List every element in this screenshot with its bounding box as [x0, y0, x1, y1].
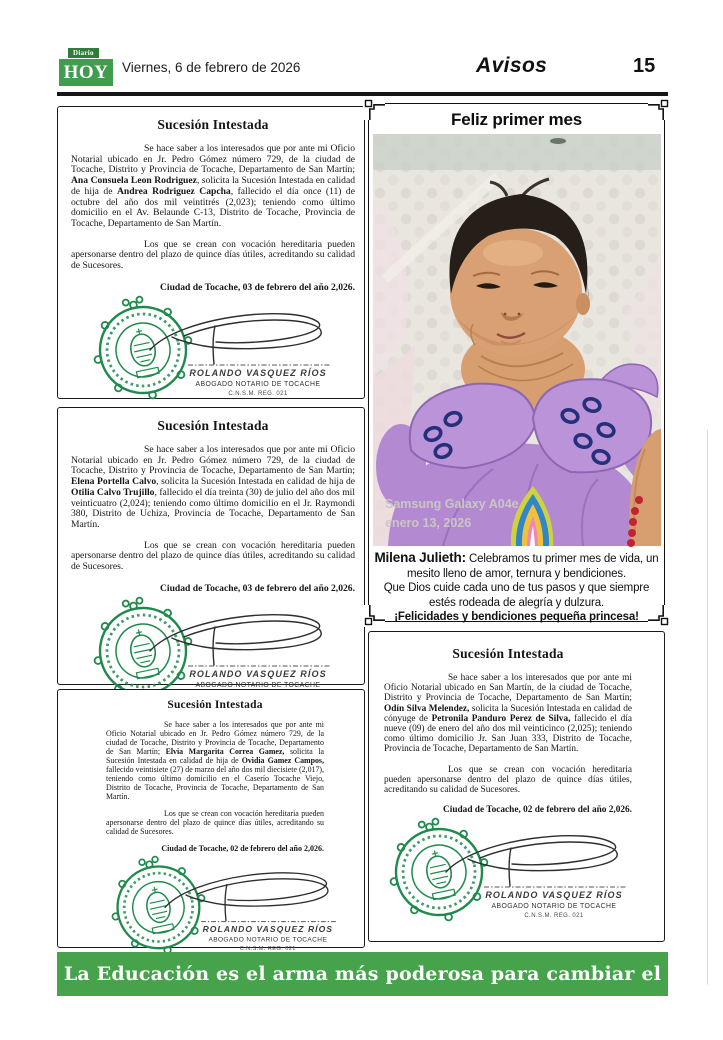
svg-text:ROLANDO VASQUEZ RÍOS: ROLANDO VASQUEZ RÍOS	[202, 924, 334, 935]
caption-message-2: Que Dios cuide cada uno de tus pasos y que siempre estés rodeada de alegría y dulzura.	[383, 582, 650, 609]
caption-message-1: Celebramos tu primer mes de vida, un mesito lleno de amor, ternura y bendiciones.	[406, 553, 659, 580]
baby-name: Milena Julieth:	[374, 550, 466, 565]
notice-title: Sucesión Intestada	[157, 117, 269, 132]
notary-seal-and-signature-icon	[88, 597, 338, 699]
notary-seal-and-signature-icon	[88, 296, 338, 398]
frame-corner-ornament	[363, 605, 385, 627]
legal-notice-4	[368, 631, 665, 942]
header-divider	[57, 92, 668, 96]
caption-line-greeting	[370, 550, 663, 581]
notary-stamp-signature	[71, 597, 355, 704]
edition-date: Viernes, 6 de febrero de 2026	[122, 60, 301, 75]
notice-date-line: Ciudad de Tocache, 03 de febrero del año 2,026.	[160, 582, 355, 594]
frame-corner-ornament	[648, 605, 670, 627]
svg-text:ABOGADO NOTARIO DE TOCACHE: ABOGADO NOTARIO DE TOCACHE	[491, 903, 617, 911]
notice-body: Se hace saber a los interesados que por ante mi Oficio Notarial ubicado en Jr. Pedro Gómez número 729, de la ciudad de Tocache, Distrito y Provincia de Tocache, Departamento de San Martín; Elena Portella Calvo, solicita la Sucesión Intestada en calidad de hija de Otilia Calvo Trujillo, fallecido el día treinta (30) de julio del año dos mil veinticuatro (2,024); teniendo como último domicilio en el Jr. Raymondi 380, Distrito de Uchiza, Provincia de Tocache, Departamento de San Martín. Los que se crean con vocación hereditaria pueden apersonarse dentro del plazo de quince días útiles, acreditando su calidad de Sucesores.	[71, 444, 356, 573]
logo-diario-label: Diario	[68, 48, 99, 58]
svg-text:ROLANDO VASQUEZ RÍOS: ROLANDO VASQUEZ RÍOS	[189, 367, 327, 378]
frame-corner-ornament	[648, 98, 670, 120]
celebration-caption	[369, 546, 664, 624]
baby-photo	[373, 134, 661, 546]
notary-seal-and-signature-icon	[384, 818, 634, 920]
notice-date-line: Ciudad de Tocache, 02 de febrero del año 2,026.	[161, 844, 324, 853]
legal-notice-3	[57, 689, 365, 953]
diario-hoy-logo	[59, 48, 113, 88]
notice-body: Se hace saber a los interesados que por ante mi Oficio Notarial ubicado en San Martín, de la ciudad de Tocache, Distrito y Provincia de Tocache, Departamento de San Martín; Odín Silva Melendez, solicita la Sucesión Intestada en calidad de cónyuge de Petronila Panduro Perez de Silva, fallecido el día nueve (09) de enero del año dos mil veinticinco (2,025); teniendo como último domicilio Jr. San Juan 333, Distrito de Tocache, Provincia de Tocache, Departamento de San Martín. Los que se crean con vocación hereditaria pueden apersonarse dentro del plazo de quince días útiles, acreditando su calidad de Sucesores.	[384, 673, 632, 796]
svg-text:C.N.S.M. REG. 021: C.N.S.M. REG. 021	[524, 913, 584, 920]
notary-seal-and-signature-icon	[106, 856, 344, 953]
legal-notice-1	[57, 106, 365, 399]
notice-body: Se hace saber a los interesados que por ante mi Oficio Notarial ubicado en Jr. Pedro Gómez número 729, de la ciudad de Tocache, Distrito y Provincia de Tocache, Departamento de San Martín; Elvia Margarita Correa Gamez, solicita la Sucesión Intestada en calidad de hija de Ovidia Gamez Campos, fallecido veintisiete (27) de marzo del año dos mil diecisiete (2,017), teniendo como último domicilio en el Caserío Tocache Viejo, Distrito de Tocache, Provincia de Tocache, Departamento de San Martín. Los que se crean con vocación hereditaria pueden apersonarse dentro del plazo de quince días útiles, acreditando su calidad de Sucesores.	[106, 720, 324, 836]
section-title: Avisos	[476, 54, 548, 77]
svg-text:C.N.S.M. REG. 021: C.N.S.M. REG. 021	[228, 390, 288, 397]
caption-message-3: ¡Felicidades y bendiciones pequeña princesa!	[394, 611, 639, 623]
page-number: 15	[633, 55, 656, 77]
logo-hoy-label: HOY	[59, 59, 113, 86]
notice-date-line: Ciudad de Tocache, 02 de febrero del año 2,026.	[443, 805, 632, 816]
celebration-box	[368, 103, 665, 622]
svg-text:ROLANDO VASQUEZ RÍOS: ROLANDO VASQUEZ RÍOS	[189, 668, 327, 679]
legal-notice-2	[57, 407, 365, 689]
notary-stamp-signature	[384, 818, 632, 925]
photo-watermark-date: enero 13, 2026	[384, 516, 471, 530]
notice-title: Sucesión Intestada	[167, 699, 263, 711]
svg-text:C.N.S.M. REG. 021: C.N.S.M. REG. 021	[239, 946, 296, 953]
notice-title: Sucesión Intestada	[452, 646, 564, 661]
svg-text:ABOGADO NOTARIO DE TOCACHE: ABOGADO NOTARIO DE TOCACHE	[208, 936, 328, 944]
celebration-title: Feliz primer mes	[451, 110, 582, 129]
notice-date-line: Ciudad de Tocache, 03 de febrero del año 2,026.	[160, 281, 355, 293]
notary-stamp-signature	[106, 856, 334, 958]
frame-corner-ornament	[363, 98, 385, 120]
notice-title: Sucesión Intestada	[157, 418, 269, 433]
notary-stamp-signature	[71, 296, 355, 403]
svg-text:ABOGADO NOTARIO DE TOCACHE: ABOGADO NOTARIO DE TOCACHE	[195, 681, 321, 689]
photo-watermark-device: Samsung Galaxy A04e	[384, 497, 519, 511]
svg-text:ABOGADO NOTARIO DE TOCACHE: ABOGADO NOTARIO DE TOCACHE	[195, 380, 321, 388]
notice-body: Se hace saber a los interesados que por ante mi Oficio Notarial ubicado en Jr. Pedro Gómez número 729, de la ciudad de Tocache, Distrito y Provincia de Tocache, Departamento de San Martín; Ana Consuela Leon Rodriguez, solicita la Sucesión Intestada en calidad de hija de Andrea Rodriguez Capcha, fallecido el día once (11) de octubre del año dos mil veintitrés (2,023); teniendo como último domicilio en el Av. Belaunde C-13, Distrito de Tocache, Provincia de Tocache, Departamento de San Martín. Los que se crean con vocación hereditaria pueden apersonarse dentro del plazo de quince días útiles, acreditando su calidad de Sucesores.	[71, 143, 355, 272]
scan-artifact-line	[707, 430, 708, 985]
education-quote-banner: La Educación es el arma más poderosa para cambiar el Mundo	[57, 952, 668, 996]
svg-text:ROLANDO VASQUEZ RÍOS: ROLANDO VASQUEZ RÍOS	[485, 890, 623, 901]
